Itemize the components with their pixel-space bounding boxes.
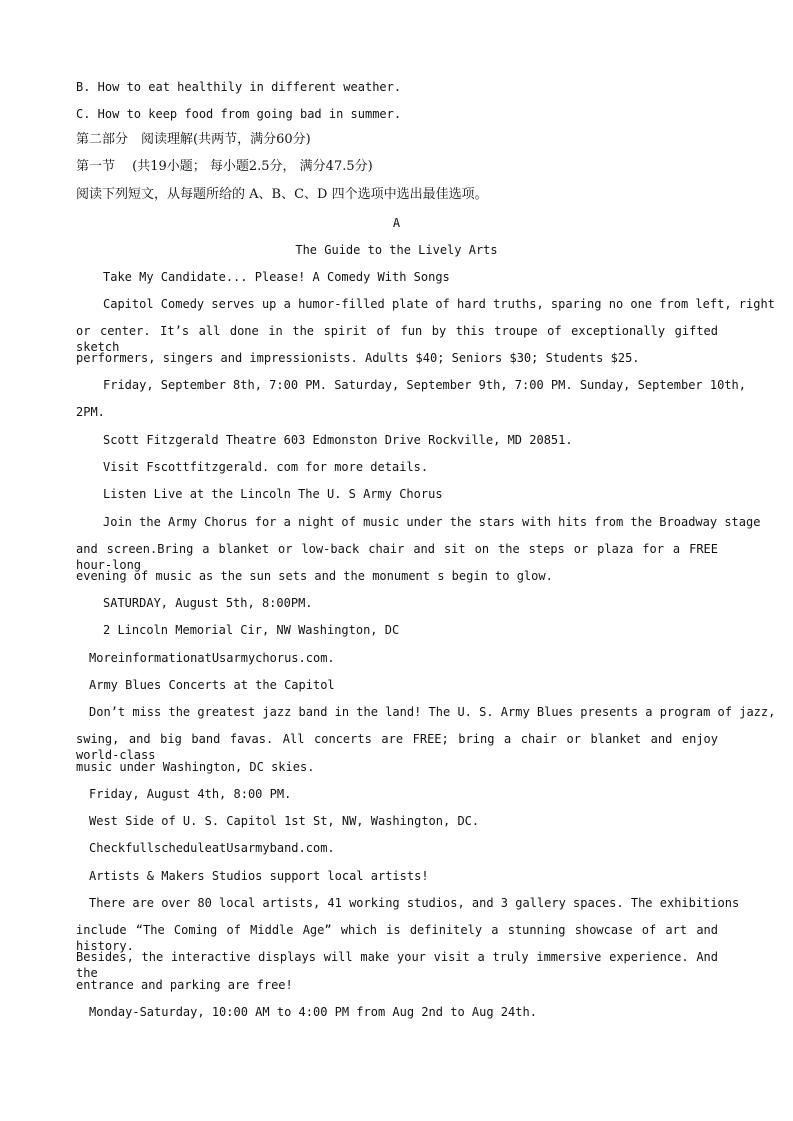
paragraph-line: swing, and big band favas. All concerts are FREE; bring a chair or blanket and enjoy world-class bbox=[76, 732, 718, 762]
paragraph-line: evening of music as the sun sets and the monument s begin to glow. bbox=[76, 569, 553, 583]
instructions-text: 阅读下列短文，从每题所给的 A、B、C、D 四个选项中选出最佳选项。 bbox=[76, 187, 488, 202]
paragraph-line: or center. It’s all done in the spirit of fun by this troupe of exceptionally gifted sketch bbox=[76, 324, 718, 354]
section-heading-sub1: 第一节 (共19小题； 每小题2.5分， 满分47.5分) bbox=[76, 159, 373, 174]
event3-address: West Side of U. S. Capitol 1st St, NW, Washington, DC. bbox=[89, 814, 480, 828]
paragraph-line: Join the Army Chorus for a night of music under the stars with hits from the Broadway stage bbox=[103, 515, 761, 529]
event3-title: Army Blues Concerts at the Capitol bbox=[89, 678, 335, 692]
event4-dates: Monday-Saturday, 10:00 AM to 4:00 PM from Aug 2nd to Aug 24th. bbox=[89, 1005, 537, 1019]
paragraph-line: Capitol Comedy serves up a humor-filled plate of hard truths, sparing no one from left, right bbox=[103, 297, 775, 311]
event2-date: SATURDAY, August 5th, 8:00PM. bbox=[103, 596, 313, 610]
paragraph-line: entrance and parking are free! bbox=[76, 978, 293, 992]
option-c-text: C. How to keep food from going bad in summer. bbox=[76, 107, 402, 121]
option-b-text: B. How to eat healthily in different weather. bbox=[76, 80, 402, 94]
event3-date: Friday, August 4th, 8:00 PM. bbox=[89, 787, 292, 801]
passage-letter: A bbox=[392, 216, 401, 230]
paragraph-line: There are over 80 local artists, 41 working studios, and 3 gallery spaces. The exhibitions bbox=[89, 896, 740, 910]
passage-title: The Guide to the Lively Arts bbox=[295, 243, 498, 257]
paragraph-line: include “The Coming of Middle Age” which is definitely a stunning showcase of art and history. bbox=[76, 923, 718, 953]
section-heading-part2: 第二部分 阅读理解(共两节，满分60分) bbox=[76, 132, 311, 147]
paragraph-line: and screen.Bring a blanket or low-back chair and sit on the steps or plaza for a FREE hour-long bbox=[76, 542, 718, 572]
event3-website: CheckfullscheduleatUsarmyband.com. bbox=[89, 841, 335, 855]
event1-website: Visit Fscottfitzgerald. com for more details. bbox=[103, 460, 429, 474]
event2-website: MoreinformationatUsarmychorus.com. bbox=[89, 651, 335, 665]
event2-address: 2 Lincoln Memorial Cir, NW Washington, DC bbox=[103, 623, 400, 637]
paragraph-line: performers, singers and impressionists. Adults $40; Seniors $30; Students $25. bbox=[76, 351, 640, 365]
event1-title: Take My Candidate... Please! A Comedy With Songs bbox=[103, 270, 450, 284]
event4-title: Artists & Makers Studios support local artists! bbox=[89, 869, 429, 883]
paragraph-line: Don’t miss the greatest jazz band in the land! The U. S. Army Blues presents a program of jazz, bbox=[89, 705, 776, 719]
paragraph-line: Besides, the interactive displays will make your visit a truly immersive experience. And the bbox=[76, 950, 718, 980]
event1-dates-cont: 2PM. bbox=[76, 405, 105, 419]
event2-title: Listen Live at the Lincoln The U. S Army Chorus bbox=[103, 487, 443, 501]
event1-dates: Friday, September 8th, 7:00 PM. Saturday, September 9th, 7:00 PM. Sunday, September 10th, bbox=[103, 378, 746, 392]
event1-address: Scott Fitzgerald Theatre 603 Edmonston Drive Rockville, MD 20851. bbox=[103, 433, 573, 447]
paragraph-line: music under Washington, DC skies. bbox=[76, 760, 315, 774]
